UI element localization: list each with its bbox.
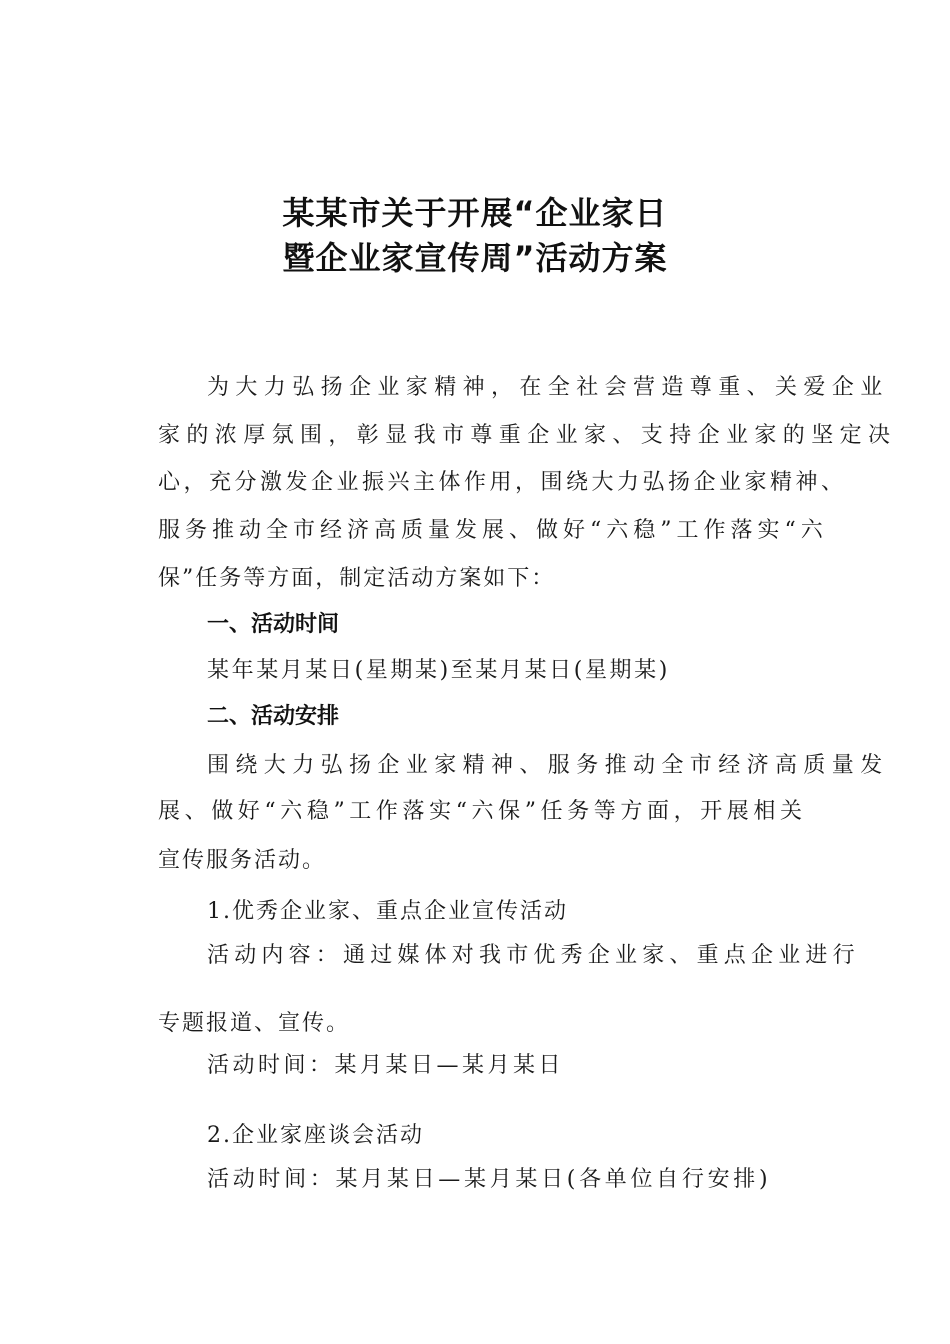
section-time-text: 某年某月某日(星期某)至某月某日(星期某) [207, 658, 670, 683]
intro-line-4: 服务推动全市经济高质量发展、做好“六稳”工作落实“六 [158, 518, 828, 543]
section-heading-time: 一、活动时间 [207, 612, 340, 637]
item-1-time: 活动时间：某月某日—某月某日 [207, 1053, 565, 1078]
item-1-content-line-2: 专题报道、宣传。 [158, 1011, 351, 1036]
item-2-time: 活动时间：某月某日—某月某日(各单位自行安排) [207, 1167, 772, 1192]
arrangement-line-1: 围绕大力弘扬企业家精神、服务推动全市经济高质量发 [207, 753, 889, 778]
arrangement-line-3: 宣传服务活动。 [158, 848, 327, 873]
item-1-content-line-1: 活动内容：通过媒体对我市优秀企业家、重点企业进行 [207, 943, 860, 968]
intro-line-1: 为大力弘扬企业家精神，在全社会营造尊重、关爱企业 [207, 375, 889, 400]
intro-line-5: 保”任务等方面，制定活动方案如下： [158, 566, 556, 591]
section-heading-arrangement: 二、活动安排 [207, 704, 340, 729]
intro-line-2: 家的浓厚氛围，彰显我市尊重企业家、支持企业家的坚定决 [158, 423, 897, 448]
arrangement-line-2: 展、做好“六稳”工作落实“六保”任务等方面，开展相关 [158, 799, 807, 824]
item-2-title: 2.企业家座谈会活动 [207, 1123, 424, 1148]
intro-line-3: 心，充分激发企业振兴主体作用，围绕大力弘扬企业家精神、 [158, 470, 847, 495]
item-1-title: 1.优秀企业家、重点企业宣传活动 [207, 899, 568, 924]
document-title-line-2: 暨企业家宣传周”活动方案 [282, 239, 668, 277]
document-title-line-1: 某某市关于开展“企业家日 [282, 194, 668, 232]
